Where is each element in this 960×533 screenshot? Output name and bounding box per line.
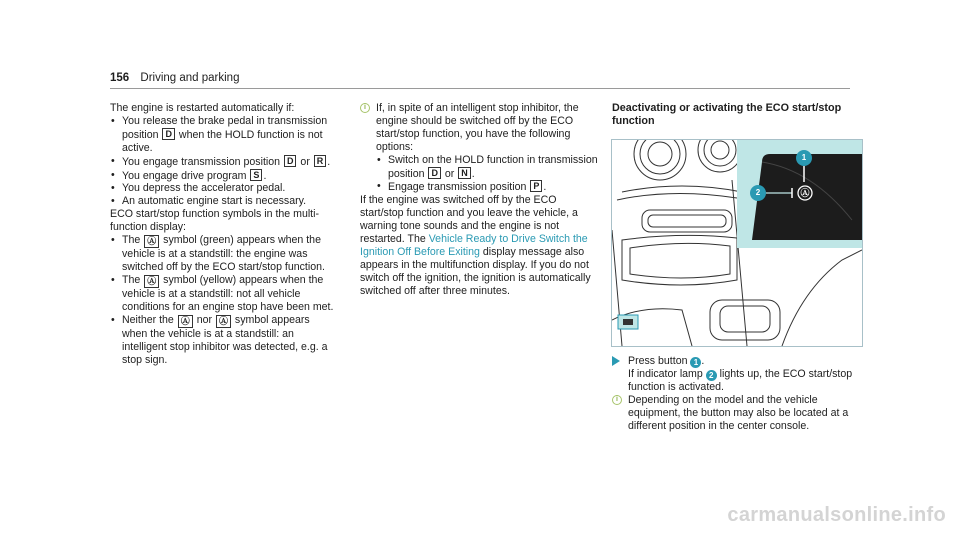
eco-start-stop-crossed-icon: Ⓐ xyxy=(216,315,231,328)
watermark: carmanualsonline.info xyxy=(727,504,946,526)
procedure-title: Deactivating or activating the ECO start/stop function xyxy=(612,102,842,127)
list-item: • Neither the Ⓐ nor Ⓐ symbol appears when the vehicle is at a standstill: an intelligent stop inhibitor was detected, e.g. a stop sign. xyxy=(110,314,335,367)
options-list xyxy=(376,154,600,195)
callout-1: 1 xyxy=(801,153,807,162)
callout-badge-2: 2 xyxy=(706,370,717,381)
display-message-link: Vehicle Ready to Drive Switch the Ignition Off Before Exiting xyxy=(360,233,588,258)
eco-start-stop-crossed-icon: Ⓐ xyxy=(144,275,159,288)
callout-badge-1: 1 xyxy=(690,357,701,368)
info-note: i If, in spite of an intelligent stop inhibitor, the engine should be switched off by the ECO start/stop function, you have the following options: • Switch on the HOLD function in transmission position D or N . • Engage transmission position P . xyxy=(360,102,600,194)
list-item: • You engage transmission position D or R . xyxy=(110,155,335,169)
info-icon: i xyxy=(360,103,370,113)
info-note: i Depending on the model and the vehicle equipment, the button may also be located at a different position in the center console. xyxy=(612,394,862,433)
eco-start-stop-icon: Ⓐ xyxy=(144,235,159,248)
gear-key-d: D xyxy=(428,167,441,179)
column-right xyxy=(612,102,862,128)
info-icon: i xyxy=(612,395,622,405)
symbols-list xyxy=(110,234,335,366)
step-arrow-icon xyxy=(612,356,620,366)
list-item: • You depress the accelerator pedal. xyxy=(110,182,335,195)
section-title: Driving and parking xyxy=(140,72,240,84)
page-header xyxy=(110,72,239,84)
console-drawing xyxy=(612,140,862,346)
header-rule xyxy=(110,88,850,89)
restart-intro: The engine is restarted automatically if: xyxy=(110,102,295,114)
list-item: • The Ⓐ symbol (yellow) appears when the vehicle is at a standstill: not all vehicle conditions for an engine stop have been met. xyxy=(110,274,335,314)
gear-key-n: N xyxy=(458,167,471,179)
list-item: • You engage drive program S . xyxy=(110,169,335,183)
column-left xyxy=(110,102,335,366)
gear-key-p: P xyxy=(530,180,542,192)
warning-paragraph: If the engine was switched off by the ECO start/stop function and you leave the vehicle, a warning tone sounds and the engine is not restarted. The Vehicle Ready to Drive Switch the Ignition Off Before Exiting display message also appears in the multifunction display. If you do not switch off the ignition, the ignition is automatically switched off after three minutes. xyxy=(360,194,591,297)
list-item: • Engage transmission position P . xyxy=(376,180,600,194)
eco-button-icon: Ⓐ xyxy=(800,188,810,198)
drive-program-key: S xyxy=(250,169,262,181)
procedure-step: Press button 1 . If indicator lamp 2 lights up, the ECO start/stop function is activated. xyxy=(612,355,862,394)
list-item: • An automatic engine start is necessary. xyxy=(110,195,335,208)
center-console-illustration xyxy=(611,139,863,347)
list-item: • You release the brake pedal in transmission position D when the HOLD function is not active. xyxy=(110,115,335,155)
list-item: • The Ⓐ symbol (green) appears when the vehicle is at a standstill: the engine was switched off by the ECO start/stop function. xyxy=(110,234,335,274)
eco-start-stop-icon: Ⓐ xyxy=(178,315,193,328)
page-number: 156 xyxy=(110,72,130,84)
symbols-intro: ECO start/stop function symbols in the multi-function display: xyxy=(110,208,320,234)
column-right-steps xyxy=(612,355,862,433)
gear-key-r: R xyxy=(314,155,327,167)
column-middle xyxy=(360,102,600,298)
gear-key-d: D xyxy=(284,155,297,167)
list-item: • Switch on the HOLD function in transmission position D or N . xyxy=(376,154,600,181)
restart-conditions-list xyxy=(110,115,335,208)
callout-2: 2 xyxy=(755,188,761,197)
gear-key-d: D xyxy=(162,128,175,140)
